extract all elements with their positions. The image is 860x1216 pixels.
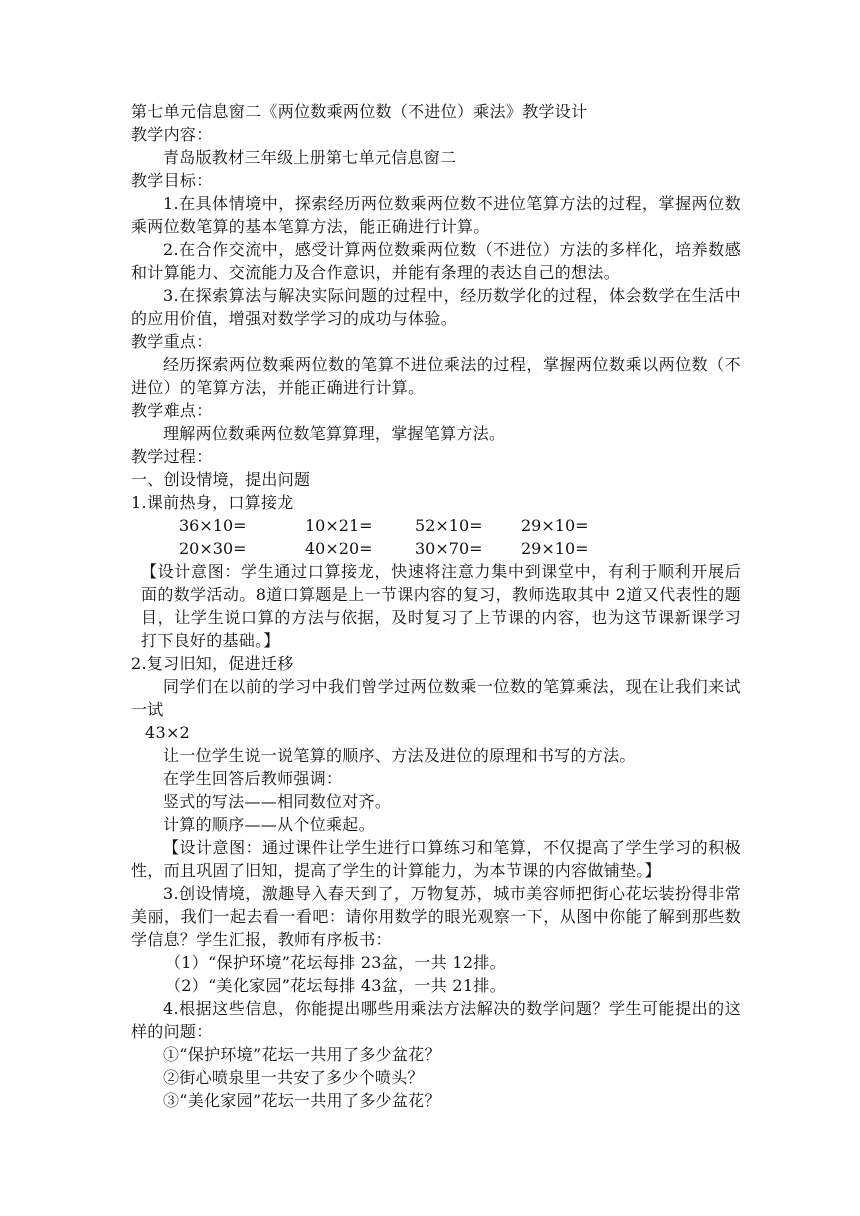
oral-calc-row-1	[131, 514, 741, 537]
oral-calc-item: 29×10=	[521, 539, 589, 558]
oral-calc-item: 10×21=	[305, 516, 373, 535]
goal-1: 1.在具体情境中，探索经历两位数乘两位数不进位笔算方法的过程，掌握两位数乘两位数笔算的基本笔算方法，能正确进行计算。	[131, 194, 741, 236]
design-intent-2: 【设计意图：通过课件让学生进行口算练习和笔算，不仅提高了学生学习的积极性，而且巩固了旧知，提高了学生的计算能力，为本节课的内容做铺垫。】	[131, 838, 741, 880]
info-item-2: （2）“美化家园”花坛每排 43盆，一共 21排。	[165, 976, 506, 995]
key-points-heading: 教学重点：	[131, 332, 213, 351]
key-points-text: 经历探索两位数乘两位数的笔算不进位乘法的过程，掌握两位数乘以两位数（不进位）的笔算方法，并能正确进行计算。	[131, 355, 741, 397]
design-intent-1: 【设计意图：学生通过口算接龙，快速将注意力集中到课堂中，有利于顺利开展后面的数学活动。8道口算题是上一节课内容的复习，教师选取其中 2道又代表性的题目，让学生说口算的方法与依据，及时复习了上节课的内容，也为这节课新课学习打下良好的基础。】	[141, 562, 741, 650]
content-heading: 教学内容：	[131, 125, 213, 144]
oral-calc-item: 36×10=	[179, 516, 247, 535]
oral-calc-item: 52×10=	[415, 516, 483, 535]
content-text: 青岛版教材三年级上册第七单元信息窗二	[163, 148, 457, 167]
info-item-1: （1）“保护环境”花坛每排 23盆，一共 12排。	[165, 953, 506, 972]
oral-calc-item: 30×70=	[415, 539, 483, 558]
goal-2: 2.在合作交流中，感受计算两位数乘两位数（不进位）方法的多样化，培养数感和计算能力、交流能力及合作意识，并能有条理的表达自己的想法。	[131, 240, 741, 282]
review-expression: 43×2	[145, 723, 191, 742]
question-1: ①“保护环境”花坛一共用了多少盆花？	[163, 1045, 441, 1064]
question-3: ③“美化家园”花坛一共用了多少盆花？	[163, 1091, 441, 1110]
oral-calc-item: 20×30=	[179, 539, 247, 558]
review-rule-2: 计算的顺序——从个位乘起。	[163, 815, 375, 834]
goal-3: 3.在探索算法与解决实际问题的过程中，经历数学化的过程，体会数学在生活中的应用价值，增强对数学学习的成功与体验。	[131, 286, 741, 328]
step-4-text: 4.根据这些信息，你能提出哪些用乘法方法解决的数学问题？学生可能提出的这样的问题：	[131, 999, 741, 1041]
step-3-text: 3.创设情境，激趣导入春天到了，万物复苏，城市美容师把街心花坛装扮得非常美丽，我们一起去看一看吧：请你用数学的眼光观察一下，从图中你能了解到那些数学信息？学生汇报，教师有序板书：	[131, 884, 741, 949]
step-2-heading: 2.复习旧知，促进迁移	[131, 654, 294, 673]
document-title: 第七单元信息窗二《两位数乘两位数（不进位）乘法》教学设计	[131, 102, 588, 121]
difficulties-text: 理解两位数乘两位数笔算算理，掌握笔算方法。	[163, 424, 506, 443]
lesson-plan-body	[131, 100, 741, 1112]
review-ask: 让一位学生说一说笔算的顺序、方法及进位的原理和书写的方法。	[163, 746, 636, 765]
oral-calc-item: 40×20=	[305, 539, 373, 558]
difficulties-heading: 教学难点：	[131, 401, 213, 420]
review-stress: 在学生回答后教师强调：	[163, 769, 343, 788]
step-1-heading: 1.课前热身，口算接龙	[131, 493, 294, 512]
review-text: 同学们在以前的学习中我们曾学过两位数乘一位数的笔算乘法，现在让我们来试一试	[131, 677, 741, 719]
oral-calc-row-2	[131, 537, 741, 560]
question-2: ②街心喷泉里一共安了多少个喷头？	[163, 1068, 424, 1087]
review-rule-1: 竖式的写法——相同数位对齐。	[163, 792, 392, 811]
process-heading: 教学过程：	[131, 447, 213, 466]
oral-calc-item: 29×10=	[521, 516, 589, 535]
goals-heading: 教学目标：	[131, 171, 213, 190]
part-1-heading: 一、创设情境，提出问题	[131, 470, 311, 489]
